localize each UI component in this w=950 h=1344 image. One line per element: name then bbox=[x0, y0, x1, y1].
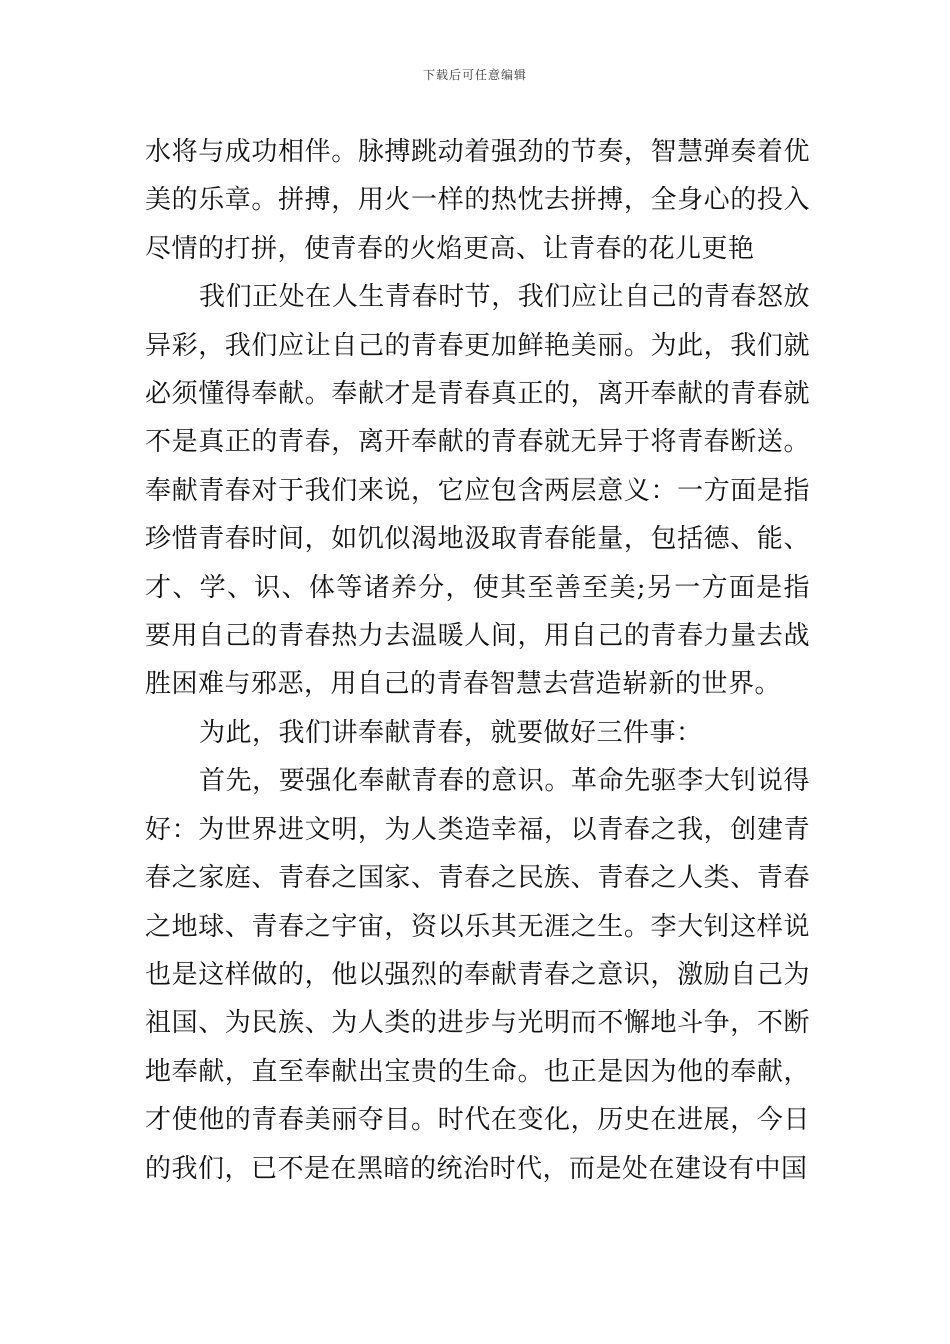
document-body bbox=[145, 128, 810, 1193]
paragraph: 为此，我们讲奉献青春，就要做好三件事： bbox=[199, 717, 703, 748]
paragraph: 我们正处在人生青春时节，我们应让自己的青春怒放异彩，我们应让自己的青春更加鲜艳美丽。为此，我们就必须懂得奉献。奉献才是青春真正的，离开奉献的青春就不是真正的青春，离开奉献的青春就无异于将青春断送。奉献青春对于我们来说，它应包含两层意义：一方面是指珍惜青春时间，如饥似渴地汲取青春能量，包括德、能、才、学、识、体等诸养分，使其至善至美;另一方面是指要用自己的青春热力去温暖人间，用自己的青春力量去战胜困难与邪恶，用自己的青春智慧去营造崭新的世界。 bbox=[145, 282, 810, 700]
page-header: 下载后可任意编辑 bbox=[422, 68, 527, 82]
paragraph: 水将与成功相伴。脉搏跳动着强劲的节奏，智慧弹奏着优美的乐章。拼搏，用火一样的热忱去拼搏，全身心的投入尽情的打拼，使青春的火焰更高、让青春的花儿更艳 bbox=[145, 137, 810, 264]
paragraph: 首先，要强化奉献青春的意识。革命先驱李大钊说得好：为世界进文明，为人类造幸福，以青春之我，创建青春之家庭、青春之国家、青春之民族、青春之人类、青春之地球、青春之宇宙，资以乐其无涯之生。李大钊这样说也是这样做的，他以强烈的奉献青春之意识，激励自己为祖国、为民族、为人类的进步与光明而不懈地斗争，不断地奉献，直至奉献出宝贵的生命。也正是因为他的奉献，才使他的青春美丽夺目。时代在变化，历史在进展，今日的我们，已不是在黑暗的统治时代，而是处在建设有中国 bbox=[145, 766, 810, 1184]
